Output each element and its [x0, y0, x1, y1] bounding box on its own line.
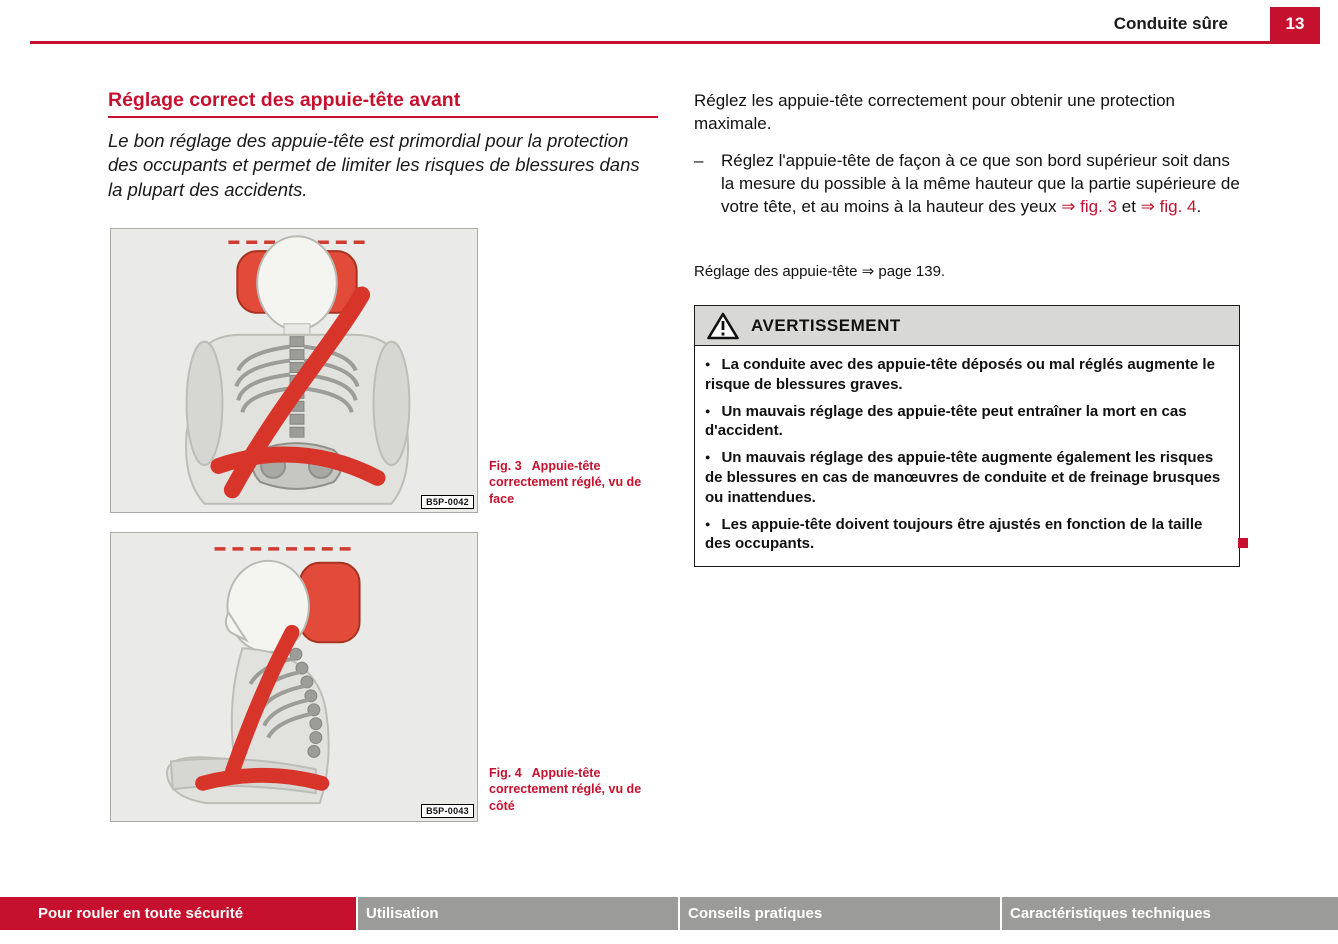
warning-title: AVERTISSEMENT	[751, 315, 901, 335]
warning-item	[705, 355, 1227, 395]
figure-4-code-label: B5P-0043	[421, 804, 474, 818]
crossref-separator: et	[1117, 196, 1141, 216]
footer-tab-caracteristiques	[1002, 897, 1338, 930]
warning-text: Un mauvais réglage des appuie-tête augmente également les risques de blessures en cas de manœuvres de conduite et de freinage brusques ou inattendues.	[705, 449, 1221, 506]
bullet-icon: ●	[705, 518, 711, 529]
page-number-badge: 13	[1270, 7, 1320, 41]
footer-tab-label: Conseils pratiques	[688, 905, 823, 922]
warning-item	[705, 448, 1227, 507]
instruction-text-body: Réglez l'appuie-tête de façon à ce que son bord supérieur soit dans la mesure du possible à la même hauteur que la partie supérieure de votre tête, et au moins à la hauteur des yeux	[721, 151, 1240, 216]
figure-3-caption	[489, 458, 654, 507]
warning-header	[695, 306, 1239, 346]
instruction-text	[721, 150, 1242, 219]
footer-tab-utilisation	[358, 897, 678, 930]
figure-3-image	[110, 228, 478, 513]
figure-4-label: Fig. 4	[489, 766, 522, 780]
header-divider	[30, 41, 1320, 44]
figure-3-code-label: B5P-0042	[421, 495, 474, 509]
section-end-marker	[1238, 538, 1248, 548]
figure-3-label: Fig. 3	[489, 459, 522, 473]
fig3-illustration	[111, 229, 477, 512]
sentence-end: .	[1196, 196, 1202, 216]
bullet-icon: ●	[705, 405, 711, 416]
fig4-crossref-link[interactable]: ⇒ fig. 4	[1140, 196, 1197, 216]
footer-tab-safety	[0, 897, 356, 930]
intro-paragraph: Le bon réglage des appuie-tête est primordial pour la protection des occupants et permet de limiter les risques de blessures dans la plupart des accidents.	[108, 130, 640, 200]
figure-4-image	[110, 532, 478, 822]
footer-tab-conseils	[680, 897, 1000, 930]
instruction-list-item	[694, 150, 1242, 219]
fig4-illustration	[111, 533, 477, 821]
dash-bullet: –	[694, 151, 704, 170]
warning-text: Un mauvais réglage des appuie-tête peut entraîner la mort en cas d'accident.	[705, 402, 1187, 440]
figure-4-caption	[489, 765, 654, 814]
footer-tab-label: Caractéristiques techniques	[1010, 905, 1211, 922]
warning-box	[694, 305, 1240, 567]
warning-item	[705, 402, 1227, 442]
warning-item	[705, 515, 1227, 555]
fig3-crossref-link[interactable]: ⇒ fig. 3	[1061, 196, 1118, 216]
warning-text: Les appuie-tête doivent toujours être ajustés en fonction de la taille des occupants.	[705, 515, 1203, 553]
page-reference-line[interactable]: Réglage des appuie-tête ⇒ page 139.	[694, 263, 946, 280]
warning-body	[695, 346, 1239, 566]
warning-text: La conduite avec des appuie-tête déposés ou mal réglés augmente le risque de blessures graves.	[705, 356, 1215, 393]
footer-tab-label: Utilisation	[366, 905, 439, 922]
right-intro-paragraph: Réglez les appuie-tête correctement pour obtenir une protection maximale.	[694, 91, 1176, 133]
figure-3-caption-text: Appuie-tête correctement réglé, vu de face	[489, 459, 642, 506]
bullet-icon: ●	[705, 359, 711, 369]
figure-4-caption-text: Appuie-tête correctement réglé, vu de côté	[489, 766, 642, 813]
heading-divider	[108, 116, 658, 118]
warning-triangle-icon	[707, 312, 739, 340]
bullet-icon: ●	[705, 452, 711, 463]
footer-tab-label: Pour rouler en toute sécurité	[38, 905, 244, 922]
chapter-title: Conduite sûre	[1113, 14, 1228, 33]
section-heading: Réglage correct des appuie-tête avant	[108, 89, 461, 111]
